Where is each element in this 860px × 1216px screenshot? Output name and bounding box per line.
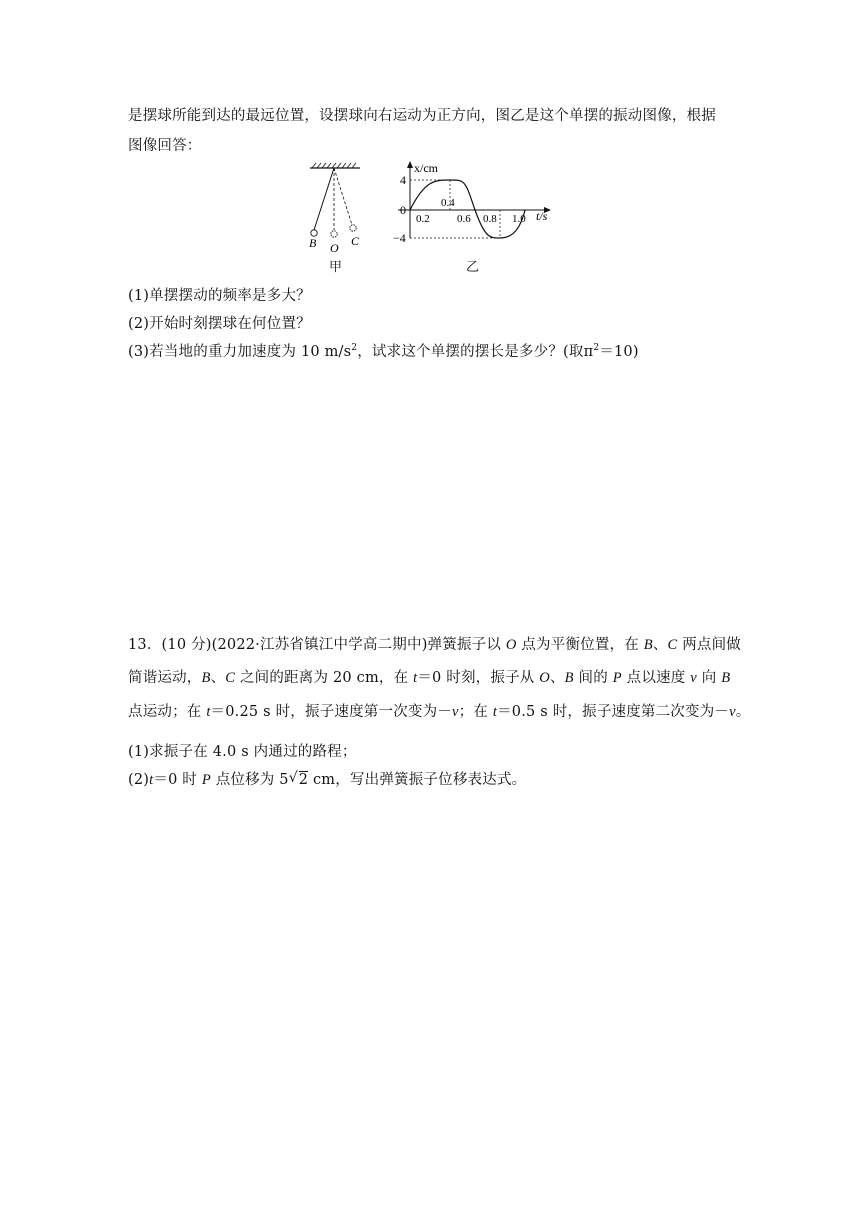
label-c: C — [351, 234, 360, 248]
y-tick-neg4: −4 — [393, 231, 406, 245]
problem13-line3: 点运动；在 t＝0.25 s 时，振子速度第一次变为－v；在 t＝0.5 s 时，振子速度第二次变为－v。 — [128, 704, 751, 720]
y-tick-0: 0 — [400, 203, 406, 217]
problem12-question2: (2)开始时刻摆球在何位置？ — [128, 316, 311, 332]
x-tick-1.0: 1.0 — [512, 213, 526, 225]
x-axis-label: t/s — [536, 209, 548, 223]
problem12-intro-line1: 是摆球所能到达的最远位置，设摆球向右运动为正方向，图乙是这个单摆的振动图像，根据 — [128, 108, 716, 124]
sine-curve — [410, 180, 525, 238]
x-tick-0.8: 0.8 — [483, 213, 497, 225]
problem13-question1: (1)求振子在 4.0 s 内通过的路程； — [128, 744, 357, 760]
vibration-graph — [393, 161, 551, 245]
problem13-line1: 13．(10 分)(2022·江苏省镇江中学高二期中)弹簧振子以 O 点为平衡位置，在 B、C 两点间做 — [128, 637, 741, 653]
label-b: B — [309, 236, 317, 250]
y-tick-4: 4 — [400, 173, 406, 187]
problem12-intro-line2: 图像回答： — [128, 138, 202, 154]
ball-o — [331, 231, 337, 237]
caption-yi: 乙 — [466, 260, 480, 275]
problem12-question3: (3)若当地的重力加速度为 10 $m/s^2$，试求这个单摆的摆长是多少？(取$\pi^2=10$) — [128, 343, 639, 360]
label-o: O — [330, 241, 339, 255]
problem13-line2: 简谐运动，B、C 之间的距离为 20 cm，在 t＝0 时刻，振子从 O、B 间的 P 点以速度 v 向 B — [128, 670, 731, 686]
sqrt-symbol: √ 2 — [289, 772, 308, 788]
pendulum-figure — [300, 160, 570, 275]
x-tick-0.6: 0.6 — [457, 213, 471, 225]
problem12-question1: (1)单摆摆动的频率是多大？ — [128, 288, 311, 304]
caption-jia: 甲 — [329, 260, 343, 275]
x-tick-0.4: 0.4 — [441, 197, 455, 209]
problem13-question2: (2)t＝0 时 P 点位移为 5√ 2 cm，写出弹簧振子位移表达式。 — [128, 768, 526, 789]
x-tick-0.2: 0.2 — [416, 213, 430, 225]
ball-c — [350, 225, 356, 231]
y-axis-label: x/cm — [414, 161, 438, 175]
